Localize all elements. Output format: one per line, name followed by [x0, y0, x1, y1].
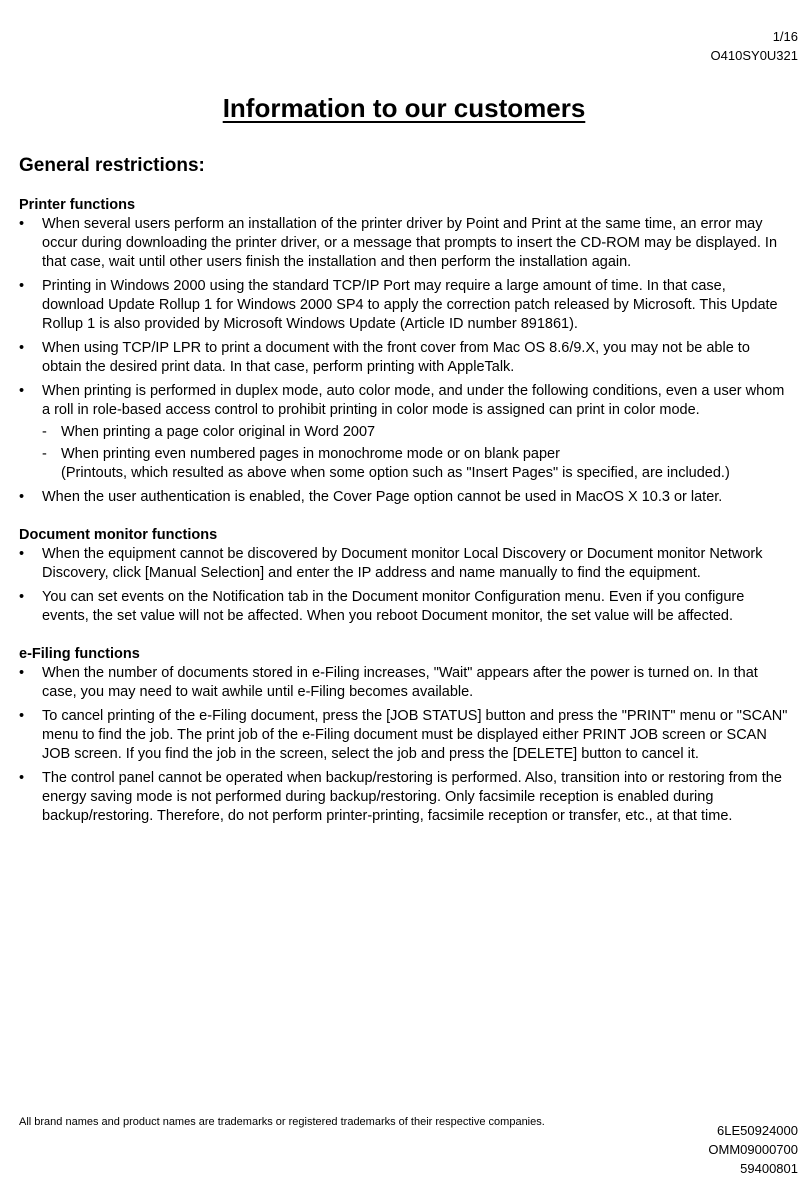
sub-list-note: (Printouts, which resulted as above when some option such as "Insert Pages" is specified, are included.): [61, 465, 730, 481]
content: [19, 196, 791, 845]
footer-code: 59400801: [740, 1161, 798, 1176]
page-title: Information to our customers: [222, 93, 586, 123]
document-monitor-title: Document monitor functions: [19, 527, 218, 543]
sub-list-item-text: When printing a page color original in Word 2007: [61, 424, 376, 440]
list-item: [19, 588, 791, 626]
general-restrictions-heading: General restrictions:: [19, 155, 205, 176]
footer-code: 6LE50924000: [717, 1123, 798, 1138]
list-item: [19, 545, 791, 583]
printer-functions-section: [19, 196, 791, 507]
list-item: [19, 215, 791, 272]
trademark-notice: All brand names and product names are trademarks or registered trademarks of their respective companies.: [19, 1116, 545, 1128]
page-number: 1/16: [772, 29, 798, 44]
sub-list-item-text: When printing even numbered pages in monochrome mode or on blank paper: [61, 446, 560, 462]
list-item-text: The control panel cannot be operated when backup/restoring is performed. Also, transition into or restoring from the energy saving mode is not performed during backup/restoring. Only facsimile reception is enabled during backup/restoring. Therefore, do not perform printer-printing, facsimile reception or transfer, etc., at that time.: [42, 770, 782, 824]
sub-list-item: [42, 423, 791, 442]
list-item: [19, 707, 791, 764]
document-code: O410SY0U321: [710, 48, 798, 63]
list-item: [19, 488, 791, 507]
list-item: [19, 277, 791, 334]
list-item: [19, 769, 791, 826]
list-item-text: Printing in Windows 2000 using the standard TCP/IP Port may require a large amount of time. In that case, download Update Rollup 1 for Windows 2000 SP4 to apply the correction patch released by Microsoft. This Update Rollup 1 is also provided by Microsoft Windows Update (Article ID number 891861).: [42, 278, 778, 332]
efiling-title: e-Filing functions: [19, 646, 140, 662]
list-item: [19, 664, 791, 702]
list-item-text: When several users perform an installation of the printer driver by Point and Print at the same time, an error may occur during downloading the printer driver, or a message that prompts to insert the CD-ROM may be displayed. In that case, wait until other users finish the installation and then perform the installation again.: [42, 216, 778, 270]
list-item: [19, 339, 791, 377]
efiling-section: [19, 645, 791, 826]
list-item-text: When using TCP/IP LPR to print a document with the front cover from Mac OS 8.6/9.X, you may not be able to obtain the desired print data. In that case, perform printing with AppleTalk.: [42, 340, 750, 375]
list-item-text: When the equipment cannot be discovered by Document monitor Local Discovery or Document monitor Network Discovery, click [Manual Selection] and enter the IP address and name manually to find the equipment.: [42, 546, 763, 581]
list-item: [19, 382, 791, 483]
list-item-text: When printing is performed in duplex mode, auto color mode, and under the following conditions, even a user whom a roll in role-based access control to prohibit printing in color mode is assigned can print in color mode.: [42, 383, 785, 418]
list-item-text: You can set events on the Notification tab in the Document monitor Configuration menu. Even if you configure events, the set value will not be affected. When you reboot Document monitor, the set value will be affected.: [42, 589, 745, 624]
document-monitor-section: [19, 526, 791, 626]
footer-code: OMM09000700: [708, 1142, 798, 1157]
sub-list-item: [42, 445, 791, 483]
printer-functions-title: Printer functions: [19, 197, 136, 213]
list-item-text: To cancel printing of the e-Filing document, press the [JOB STATUS] button and press the "PRINT" menu or "SCAN" menu to find the job. The print job of the e-Filing document must be displayed either PRINT JOB screen or SCAN JOB screen. If you find the job in the screen, select the job and press the [DELETE] button to cancel it.: [42, 708, 788, 762]
list-item-text: When the user authentication is enabled, the Cover Page option cannot be used in MacOS X 10.3 or later.: [42, 489, 723, 505]
footer-codes: [708, 1121, 798, 1178]
list-item-text: When the number of documents stored in e-Filing increases, "Wait" appears after the power is turned on. In that case, you may need to wait awhile until e-Filing becomes available.: [42, 665, 758, 700]
